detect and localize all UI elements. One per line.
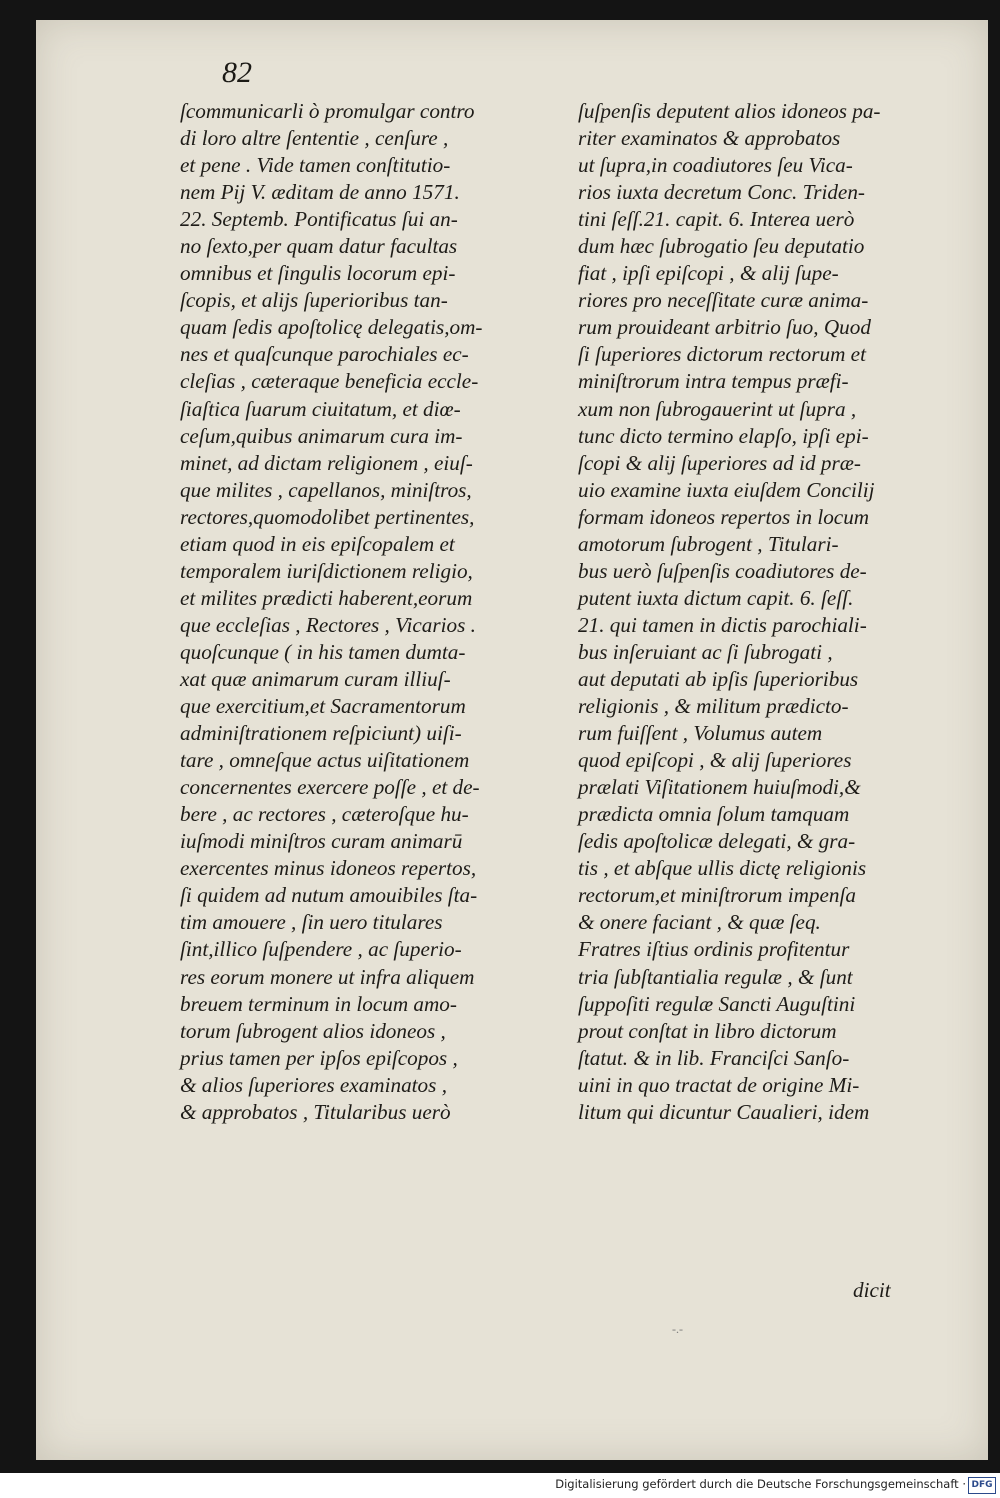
- text-line: bus inſeruiant ac ſi ſubrogati ,: [578, 639, 833, 664]
- text-line: uio examine iuxta eiuſdem Concilij: [578, 477, 875, 502]
- catchword: dicit: [853, 1278, 891, 1302]
- text-line: omnibus et ſingulis locorum epi-: [180, 261, 456, 286]
- text-line: rum prouideant arbitrio ſuo, Quod: [578, 315, 871, 340]
- text-line: ſi ſuperiores dictorum rectorum et: [578, 342, 866, 367]
- text-line: & onere faciant , & quæ ſeq.: [578, 910, 821, 935]
- text-line: tria ſubſtantialia regulæ , & ſunt: [578, 964, 853, 989]
- text-line: 22. Septemb. Pontificatus ſui an-: [180, 207, 458, 232]
- text-line: riter examinatos & approbatos: [578, 126, 841, 151]
- text-line: ſint,illico ſuſpendere , ac ſuperio-: [180, 937, 462, 962]
- text-line: bere , ac rectores , cæteroſque hu-: [180, 802, 469, 827]
- text-line: tare , omneſque actus uiſitationem: [180, 748, 470, 773]
- text-line: dum hæc ſubrogatio ſeu deputatio: [578, 234, 865, 259]
- text-line: amotorum ſubrogent , Titulari-: [578, 531, 839, 556]
- page-number: 82: [222, 56, 252, 89]
- text-line: fiat , ipſi epiſcopi , & alij ſupe-: [578, 261, 839, 286]
- text-line: ceſum,quibus animarum cura im-: [180, 423, 463, 448]
- text-line: et pene . Vide tamen conſtitutio-: [180, 153, 451, 178]
- text-line: breuem terminum in locum amo-: [180, 991, 457, 1016]
- text-line: res eorum monere ut infra aliquem: [180, 964, 475, 989]
- text-line: rectorum,et miniſtrorum impenſa: [578, 883, 856, 908]
- text-line: iuſmodi miniſtros curam animarū: [180, 829, 463, 854]
- text-line: formam idoneos repertos in locum: [578, 504, 870, 529]
- text-line: uini in quo tractat de origine Mi-: [578, 1072, 860, 1097]
- text-line: & approbatos , Titularibus uerò: [180, 1099, 451, 1124]
- text-line: no ſexto,per quam datur facultas: [180, 234, 458, 259]
- text-line: riores pro neceſſitate curæ anima-: [578, 288, 869, 313]
- text-line: litum qui dicuntur Caualieri, idem: [578, 1099, 870, 1124]
- text-line: tim amouere , ſin uero titulares: [180, 910, 443, 935]
- text-line: quod epiſcopi , & alij ſuperiores: [578, 748, 852, 773]
- page-speck: -.-: [672, 1322, 683, 1336]
- text-line: minet, ad dictam religionem , eiuſ-: [180, 450, 473, 475]
- text-line: ſuſpenſis deputent alios idoneos pa-: [578, 99, 881, 123]
- text-line: di loro altre ſententie , cenſure ,: [180, 126, 449, 151]
- text-line: quam ſedis apoſtolicę delegatis,om-: [180, 315, 483, 340]
- text-line: tini ſeſſ.21. capit. 6. Interea uerò: [578, 207, 855, 232]
- text-line: et milites prædicti haberent,eorum: [180, 585, 473, 610]
- text-line: putent iuxta dictum capit. 6. ſeſſ.: [578, 585, 854, 610]
- text-line: Fratres iſtius ordinis profitentur: [578, 937, 850, 962]
- text-line: temporalem iuriſdictionem religio,: [180, 558, 473, 583]
- text-line: concernentes exercere poſſe , et de-: [180, 775, 480, 800]
- text-line: ſedis apoſtolicæ delegati, & gra-: [578, 829, 856, 854]
- dfg-logo-icon: DFG: [968, 1477, 996, 1494]
- text-line: tunc dicto termino elapſo, ipſi epi-: [578, 423, 869, 448]
- text-line: cleſias , cæteraque beneficia eccle-: [180, 369, 479, 394]
- text-line: prout conſtat in libro dictorum: [578, 1018, 837, 1043]
- text-line: aut deputati ab ipſis ſuperioribus: [578, 666, 859, 691]
- text-line: ſcopi & alij ſuperiores ad id præ-: [578, 450, 861, 475]
- text-line: adminiſtrationem reſpiciunt) uiſi-: [180, 721, 462, 746]
- text-line: prælati Viſitationem huiuſmodi,&: [578, 775, 861, 800]
- left-text-column: [180, 98, 552, 1126]
- text-line: ut ſupra,in coadiutores ſeu Vica-: [578, 153, 853, 178]
- text-line: rios iuxta decretum Conc. Triden-: [578, 180, 865, 205]
- text-line: ſiaſtica ſuarum ciuitatum, et diœ-: [180, 396, 461, 421]
- text-line: ſuppoſiti regulæ Sancti Auguſtini: [578, 991, 856, 1016]
- text-line: quoſcunque ( in his tamen dumta-: [180, 639, 466, 664]
- text-line: etiam quod in eis epiſcopalem et: [180, 531, 455, 556]
- text-line: prius tamen per ipſos epiſcopos ,: [180, 1045, 458, 1070]
- footer-bar: [0, 1473, 1000, 1498]
- right-text-column: [578, 98, 948, 1126]
- text-line: rectores,quomodolibet pertinentes,: [180, 504, 475, 529]
- text-line: ſi quidem ad nutum amouibiles ſta-: [180, 883, 478, 908]
- text-line: torum ſubrogent alios idoneos ,: [180, 1018, 446, 1043]
- text-line: ſcommunicarli ò promulgar contro: [180, 99, 475, 123]
- text-line: que milites , capellanos, miniſtros,: [180, 477, 472, 502]
- text-line: que exercitium,et Sacramentorum: [180, 694, 466, 719]
- text-line: que eccleſias , Rectores , Vicarios .: [180, 612, 476, 637]
- text-line: ſtatut. & in lib. Franciſci Sanſo-: [578, 1045, 850, 1070]
- text-line: bus uerò ſuſpenſis coadiutores de-: [578, 558, 867, 583]
- text-line: & alios ſuperiores examinatos ,: [180, 1072, 447, 1097]
- text-line: nem Pij V. æditam de anno 1571.: [180, 180, 460, 205]
- text-line: miniſtrorum intra tempus præfi-: [578, 369, 849, 394]
- text-line: xat quæ animarum curam illiuſ-: [180, 666, 451, 691]
- text-line: nes et quaſcunque parochiales ec-: [180, 342, 469, 367]
- text-line: tis , et abſque ullis dictę religionis: [578, 856, 867, 881]
- text-line: rum fuiſſent , Volumus autem: [578, 721, 823, 746]
- text-line: exercentes minus idoneos repertos,: [180, 856, 477, 881]
- text-line: religionis , & militum prædicto-: [578, 694, 849, 719]
- footer-credit: Digitalisierung gefördert durch die Deutsche Forschungsgemeinschaft ·: [555, 1477, 966, 1491]
- text-line: 21. qui tamen in dictis parochiali-: [578, 612, 867, 637]
- text-line: ſcopis, et alijs ſuperioribus tan-: [180, 288, 448, 313]
- text-line: xum non ſubrogauerint ut ſupra ,: [578, 396, 857, 421]
- text-line: prædicta omnia ſolum tamquam: [578, 802, 850, 827]
